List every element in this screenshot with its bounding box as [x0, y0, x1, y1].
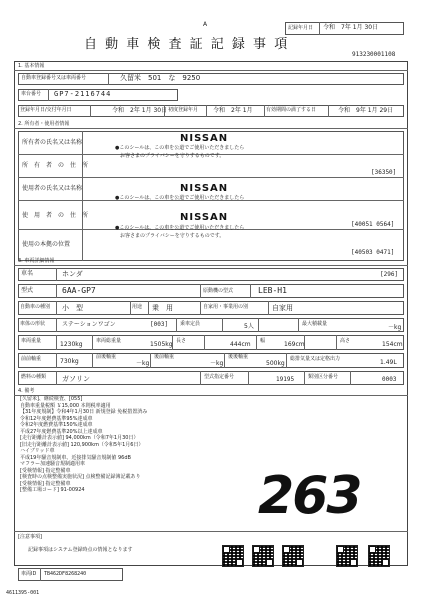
user-address-label: 使 用 者 の 住 所 [22, 212, 89, 219]
handwritten-number: 263 [258, 466, 361, 526]
ff-axle-label: 前前軸重 [21, 356, 42, 362]
width-label: 幅 [260, 338, 266, 344]
weight-value: 1230kg [60, 341, 83, 348]
first-reg-label: 登録年月日/交付年月日 [20, 107, 72, 113]
notice-label: [注意事項] [18, 534, 42, 540]
record-date-label: 記録年月日 [288, 25, 314, 31]
nissan-logo: NISSAN [180, 212, 229, 223]
expiry-value: 令和 9年 1月 29日 [338, 107, 394, 114]
model-value: 6AA-GP7 [62, 286, 96, 295]
seal-text-5: お客さまのプライバシーを守りするものです。 [115, 233, 225, 239]
qr-code [222, 545, 244, 567]
note-line: [久留米]、継続検査、[055] [20, 396, 83, 402]
fr-axle-value: －kg [136, 360, 150, 367]
owner-name-label: 所有者の氏名又は名称 [22, 139, 83, 146]
seal-text-3: ●このシールは、この車を公道でご使用いただきましたら [115, 195, 245, 201]
engine-value: LEB-H1 [258, 286, 287, 295]
user-code: [40051 0564] [351, 221, 395, 228]
maker-label: 車名 [21, 270, 34, 277]
maker-value: ホンダ [62, 270, 83, 278]
seal-text-4: ●このシールは、この車を公道でご使用いただきましたら [115, 225, 245, 231]
ff-axle-value: 730kg [60, 358, 79, 365]
body-value: ステーションワゴン [62, 321, 116, 328]
note-line: ハイブリッド車 [20, 448, 55, 454]
first-reg2-value: 令和 2年 1月 [213, 107, 253, 114]
vehicle-id-label: 車両ID [21, 571, 37, 577]
owner-section-label: 2. 所有者・使用者情報 [18, 121, 70, 127]
note-line: [受検情報] 指定整備車 [20, 480, 71, 487]
note-line: マフラー加速騒音規制適用車 [20, 461, 86, 467]
private-label: 自家用・事業用の別 [203, 304, 249, 310]
rr-axle-value: 500kg [266, 360, 285, 367]
vehicle-section-label: 3. 車両詳細情報 [18, 258, 55, 264]
reg-number-value: 久留米 501 な 9250 [120, 74, 201, 82]
rf-axle-label: 後前軸重 [154, 354, 175, 360]
doc-number: 913230001108 [352, 51, 396, 58]
maker-code: [296] [380, 271, 399, 278]
length-label: 長さ [176, 338, 187, 344]
length-value: 444cm [230, 341, 251, 348]
qr-code [282, 545, 304, 567]
note-line: [整備工場コード] 91-00924 [20, 487, 85, 493]
note-line: 平成19年騒音規制車、近接排気騒音規制値 96dB [20, 454, 131, 461]
qr-code [336, 545, 358, 567]
use-label: 用途 [132, 304, 143, 310]
body-label: 車体の形状 [20, 321, 46, 327]
first-reg-value: 令和 2年 1月 30日 [112, 107, 168, 114]
class-value: 0003 [382, 376, 397, 383]
height-value: 154cm [382, 341, 403, 348]
seal-text-2: お客さまのプライバシーを守りするものです。 [115, 153, 225, 159]
displacement-value: 1.49L [380, 359, 397, 366]
base-code: [40503 0471] [351, 249, 395, 256]
approval-value: 19195 [276, 376, 295, 383]
capacity-value: 5人 [244, 323, 254, 330]
reg-number-label: 自動車登録番号又は車両番号 [21, 75, 87, 81]
kind-value: 小 型 [62, 304, 83, 312]
body-code: [003] [150, 321, 169, 328]
nissan-logo: NISSAN [180, 183, 229, 194]
rr-axle-label: 後後軸重 [228, 354, 249, 360]
first-reg2-label: 初度登録年月 [168, 107, 199, 113]
base-location-label: 使用の本拠の位置 [22, 241, 71, 248]
width-value: 169cm [284, 341, 305, 348]
owner-code: [36350] [371, 169, 397, 176]
model-label: 型式 [21, 287, 34, 294]
weight-label: 車両重量 [21, 338, 42, 344]
note-line: 令和2年度燃費基準150%達成車 [20, 422, 93, 428]
note-line: [検査時の点検整備実施状況] 点検整備記録簿記載あり [20, 474, 141, 480]
fr-axle-label: 前後軸重 [96, 354, 117, 360]
engine-label: 原動機の型式 [203, 288, 234, 294]
owner-address-label: 所 有 者 の 住 所 [22, 162, 89, 169]
maxload-label: 最大積載量 [302, 321, 328, 327]
gross-label: 車両総重量 [96, 338, 122, 344]
note-line: [受検情報] 指定整備車 [20, 467, 71, 474]
maxload-value: －kg [388, 324, 402, 331]
basic-section-label: 1. 基本情報 [18, 63, 45, 69]
print-code: 4611395-001 [6, 590, 40, 596]
note-line: [旧走行距離計表示値] 120,900km（令和5年1月6日） [20, 441, 144, 448]
gross-value: 1505kg [150, 341, 173, 348]
use-value: 乗 用 [152, 304, 173, 312]
note-line: 平成27年度燃費基準20%以上達成車 [20, 428, 103, 435]
expiry-label: 有効期間の満了する日 [266, 107, 317, 113]
note-line: 【31年度規制】令和4年1月30日 新規登録 免税措置済み [20, 409, 148, 415]
note-line: [走行距離計表示値] 94,000km（令和7年1月30日） [20, 435, 139, 441]
fuel-label: 燃料の種類 [21, 374, 47, 380]
qr-code [368, 545, 390, 567]
record-date-value: 令和 7年 1月 30日 [323, 24, 379, 31]
qr-code [252, 545, 274, 567]
note-line: 自動車重量税額 ￥15,000 本則税率適用 [20, 402, 111, 409]
nissan-logo: NISSAN [180, 133, 229, 144]
fuel-value: ガソリン [62, 375, 90, 383]
vin-value: GP7-2116744 [54, 90, 112, 98]
seal-text-1: ●このシールは、この車を公道でご使用いただきましたら [115, 145, 245, 151]
user-name-label: 使用者の氏名又は名称 [22, 185, 83, 192]
height-label: 高さ [340, 338, 351, 344]
private-value: 自家用 [272, 304, 293, 312]
notice-text: 記録事項はシステム登録時点の情報となります [28, 547, 133, 553]
approval-label: 型式指定番号 [204, 374, 235, 380]
class-label: 類別区分番号 [308, 374, 339, 380]
vin-label: 車台番号 [21, 91, 42, 97]
kind-label: 自動車の種別 [20, 304, 51, 310]
capacity-label: 乗車定員 [180, 321, 201, 327]
small-mark: A [203, 21, 208, 28]
vehicle-id-value: TB462DF8268240 [44, 571, 87, 577]
page-title: 自 動 車 検 査 証 記 録 事 項 [84, 37, 290, 52]
rf-axle-value: －kg [210, 360, 224, 367]
note-line: 令和12年度燃費基準95%達成車 [20, 415, 93, 422]
notes-section-label: 4. 備考 [18, 388, 35, 394]
displacement-label: 総排気量又は定格出力 [290, 356, 341, 362]
